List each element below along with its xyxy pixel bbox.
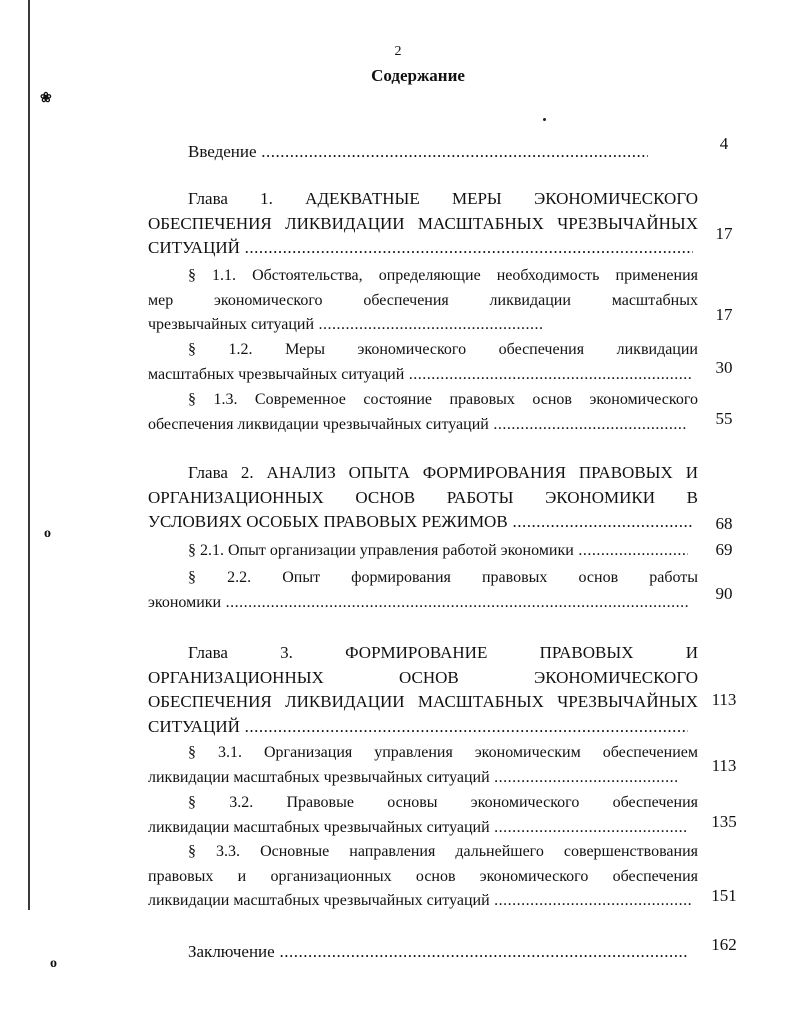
toc-entry-section-3-2[interactable] xyxy=(148,791,698,840)
toc-line: ОБЕСПЕЧЕНИЯ ЛИКВИДАЦИИ МАСШТАБНЫХ ЧРЕЗВЫЧАЙНЫХ xyxy=(148,213,698,233)
toc-line: Глава 2. АНАЛИЗ ОПЫТА ФОРМИРОВАНИЯ ПРАВОВЫХ И xyxy=(188,463,698,482)
toc-line: Глава 1. АДЕКВАТНЫЕ МЕРЫ ЭКОНОМИЧЕСКОГО xyxy=(188,189,698,208)
toc-page-chapter-3: 113 xyxy=(711,690,737,709)
toc-line: ОРГАНИЗАЦИОННЫХ ОСНОВ ЭКОНОМИЧЕСКОГО xyxy=(148,667,698,687)
toc-page-section-2-1: 69 xyxy=(715,540,733,559)
toc-line: § 3.3. Основные направления дальнейшего совершенствования xyxy=(188,843,698,860)
toc-entry-chapter-1[interactable] xyxy=(148,187,698,261)
scan-speck xyxy=(543,118,546,121)
toc-page-chapter-2: 68 xyxy=(715,514,733,533)
toc-entry-section-1-1[interactable] xyxy=(148,264,698,338)
toc-line: § 2.1. Опыт организации управления работой экономики xyxy=(188,542,574,559)
scan-edge-shadow xyxy=(28,0,30,910)
toc-entry-section-3-3[interactable] xyxy=(148,840,698,914)
toc-entry-section-2-1[interactable] xyxy=(148,539,698,564)
scan-artifact: ❀ xyxy=(40,91,52,106)
toc-line: ликвидации масштабных чрезвычайных ситуаций xyxy=(148,818,490,836)
scan-artifact: o xyxy=(50,956,57,971)
toc-page-conclusion: 162 xyxy=(711,935,737,954)
scan-artifact: o xyxy=(44,526,51,541)
toc-line: чрезвычайных ситуаций xyxy=(148,316,315,333)
toc-line: обеспечения ликвидации чрезвычайных ситуаций xyxy=(148,415,489,433)
toc-line: масштабных чрезвычайных ситуаций xyxy=(148,365,405,383)
toc-entry-section-2-2[interactable] xyxy=(148,566,698,615)
toc-entry-chapter-2[interactable] xyxy=(148,461,698,535)
toc-entry-conclusion[interactable] xyxy=(148,940,698,965)
toc-page-chapter-1: 17 xyxy=(715,224,733,243)
toc-entry-section-3-1[interactable] xyxy=(148,741,698,790)
toc-entry-section-1-2[interactable] xyxy=(148,338,698,387)
toc-line: § 3.2. Правовые основы экономического обеспечения xyxy=(188,794,698,811)
toc-line: Глава 3. ФОРМИРОВАНИЕ ПРАВОВЫХ И xyxy=(188,643,698,662)
toc-line: ОБЕСПЕЧЕНИЯ ЛИКВИДАЦИИ МАСШТАБНЫХ ЧРЕЗВЫЧАЙНЫХ xyxy=(148,692,698,711)
toc-page-section-2-2: 90 xyxy=(715,584,733,603)
toc-line: § 1.2. Меры экономического обеспечения ликвидации xyxy=(188,341,698,358)
toc-line: УСЛОВИЯХ ОСОБЫХ ПРАВОВЫХ РЕЖИМОВ xyxy=(148,512,508,531)
page-number: 2 xyxy=(394,44,402,59)
toc-line: § 2.2. Опыт формирования правовых основ работы xyxy=(188,569,698,586)
toc-entry-label: Введение xyxy=(188,142,257,161)
toc-line: мер экономического обеспечения ликвидации масштабных xyxy=(148,291,698,309)
toc-entry-intro[interactable] xyxy=(148,140,698,165)
toc-page-section-1-1: 17 xyxy=(715,305,733,324)
toc-line: ОРГАНИЗАЦИОННЫХ ОСНОВ РАБОТЫ ЭКОНОМИКИ В xyxy=(148,487,698,507)
toc-line: § 1.3. Современное состояние правовых основ экономического xyxy=(188,391,698,408)
toc-line: ликвидации масштабных чрезвычайных ситуаций xyxy=(148,892,490,909)
page-title: Содержание xyxy=(371,66,465,85)
toc-line: § 3.1. Организация управления экономическим обеспечением xyxy=(188,744,698,761)
toc-line: § 1.1. Обстоятельства, определяющие необходимость применения xyxy=(188,267,698,284)
toc-entry-chapter-3[interactable] xyxy=(148,641,698,739)
toc-page-section-1-2: 30 xyxy=(715,358,733,377)
toc-line: экономики xyxy=(148,593,222,611)
toc-page-section-3-2: 135 xyxy=(711,812,737,831)
toc-page-section-3-1: 113 xyxy=(711,756,737,775)
toc-page-section-1-3: 55 xyxy=(715,409,733,428)
toc-line: ликвидации масштабных чрезвычайных ситуаций xyxy=(148,768,490,786)
toc-line: СИТУАЦИЙ xyxy=(148,238,240,257)
toc-page-section-3-3: 151 xyxy=(711,886,737,905)
toc-line: СИТУАЦИЙ xyxy=(148,716,240,736)
toc-entry-section-1-3[interactable] xyxy=(148,388,698,437)
toc-line: правовых и организационных основ экономического обеспечения xyxy=(148,867,698,885)
toc-page-intro: 4 xyxy=(719,134,729,153)
toc-entry-label: Заключение xyxy=(188,942,275,961)
